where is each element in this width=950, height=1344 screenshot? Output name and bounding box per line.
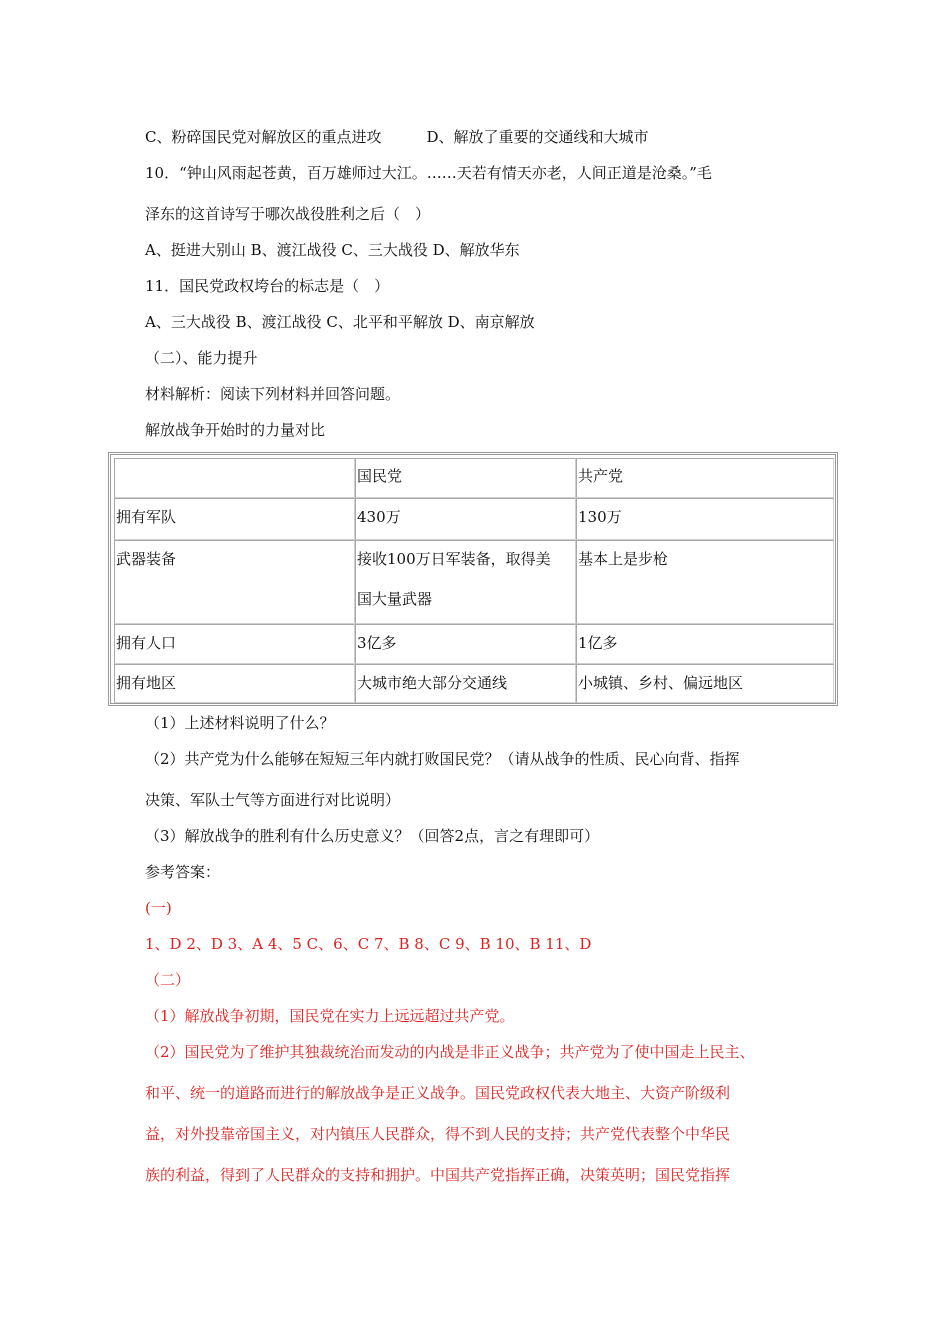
table-cell-kmt: 430万 xyxy=(355,498,576,540)
table-caption: 解放战争开始时的力量对比 xyxy=(145,421,326,439)
section-heading-ability: （二）、能力提升 xyxy=(145,349,258,367)
question-9-options-cd: C、粉碎国民党对解放区的重点进攻 D、解放了重要的交通线和大城市 xyxy=(145,128,649,146)
sub-question-3: （3）解放战争的胜利有什么历史意义？（回答2点，言之有理即可） xyxy=(145,827,600,845)
table-cell-ccp: 基本上是步枪 xyxy=(576,540,834,624)
question-10-line-1: 10．“钟山风雨起苍黄，百万雄师过大江。……天若有情天亦老，人间正道是沧桑。”毛 xyxy=(145,164,712,182)
comparison-table xyxy=(108,452,838,706)
answer-part-2-heading: （二） xyxy=(145,971,191,989)
question-11-options: A、三大战役 B、渡江战役 C、北平和平解放 D、南京解放 xyxy=(145,313,535,331)
table-row-label: 拥有地区 xyxy=(114,664,355,703)
weapon-kmt-line-1: 接收100万日军装备，取得美 xyxy=(357,550,551,568)
answer-part-1-list: 1、D 2、D 3、A 4、5 C、6、C 7、B 8、C 9、B 10、B 11、D xyxy=(145,935,592,953)
table-cell-kmt: 大城市绝大部分交通线 xyxy=(355,664,576,703)
table-row-label: 拥有人口 xyxy=(114,624,355,664)
sub-question-2-line-1: （2）共产党为什么能够在短短三年内就打败国民党？（请从战争的性质、民心向背、指挥 xyxy=(145,750,740,768)
table-row-label: 武器装备 xyxy=(114,540,355,624)
answer-2-line-1: （2）国民党为了维护其独裁统治而发动的内战是非正义战争；共产党为了使中国走上民主、 xyxy=(145,1043,755,1061)
reference-answer-heading: 参考答案： xyxy=(145,863,221,881)
answer-2-line-3: 益，对外投靠帝国主义，对内镇压人民群众，得不到人民的支持；共产党代表整个中华民 xyxy=(145,1125,731,1143)
sub-question-1: （1）上述材料说明了什么？ xyxy=(145,714,335,732)
answer-1: （1）解放战争初期，国民党在实力上远远超过共产党。 xyxy=(145,1007,515,1025)
table-cell-ccp: 1亿多 xyxy=(576,624,834,664)
question-10-options: A、挺进大别山 B、渡江战役 C、三大战役 D、解放华东 xyxy=(145,241,520,259)
question-10-line-2: 泽东的这首诗写于哪次战役胜利之后（ ） xyxy=(145,205,431,223)
table-cell-kmt xyxy=(355,540,576,624)
answer-2-line-4: 族的利益，得到了人民群众的支持和拥护。中国共产党指挥正确，决策英明；国民党指挥 xyxy=(145,1166,731,1184)
weapon-kmt-line-2: 国大量武器 xyxy=(357,590,433,608)
answer-part-1-heading: (一) xyxy=(145,899,172,917)
answer-2-line-2: 和平、统一的道路而进行的解放战争是正义战争。国民党政权代表大地主、大资产阶级利 xyxy=(145,1084,731,1102)
table-header-kmt: 国民党 xyxy=(355,458,576,498)
table-header-ccp: 共产党 xyxy=(576,458,834,498)
material-instruction: 材料解析：阅读下列材料并回答问题。 xyxy=(145,385,401,403)
table-header-empty xyxy=(114,458,355,498)
table-row-label: 拥有军队 xyxy=(114,498,355,540)
table-cell-ccp: 130万 xyxy=(576,498,834,540)
sub-question-2-line-2: 决策、军队士气等方面进行对比说明） xyxy=(145,791,401,809)
table-cell-ccp: 小城镇、乡村、偏远地区 xyxy=(576,664,834,703)
table-cell-kmt: 3亿多 xyxy=(355,624,576,664)
question-11: 11．国民党政权垮台的标志是（ ） xyxy=(145,277,390,295)
